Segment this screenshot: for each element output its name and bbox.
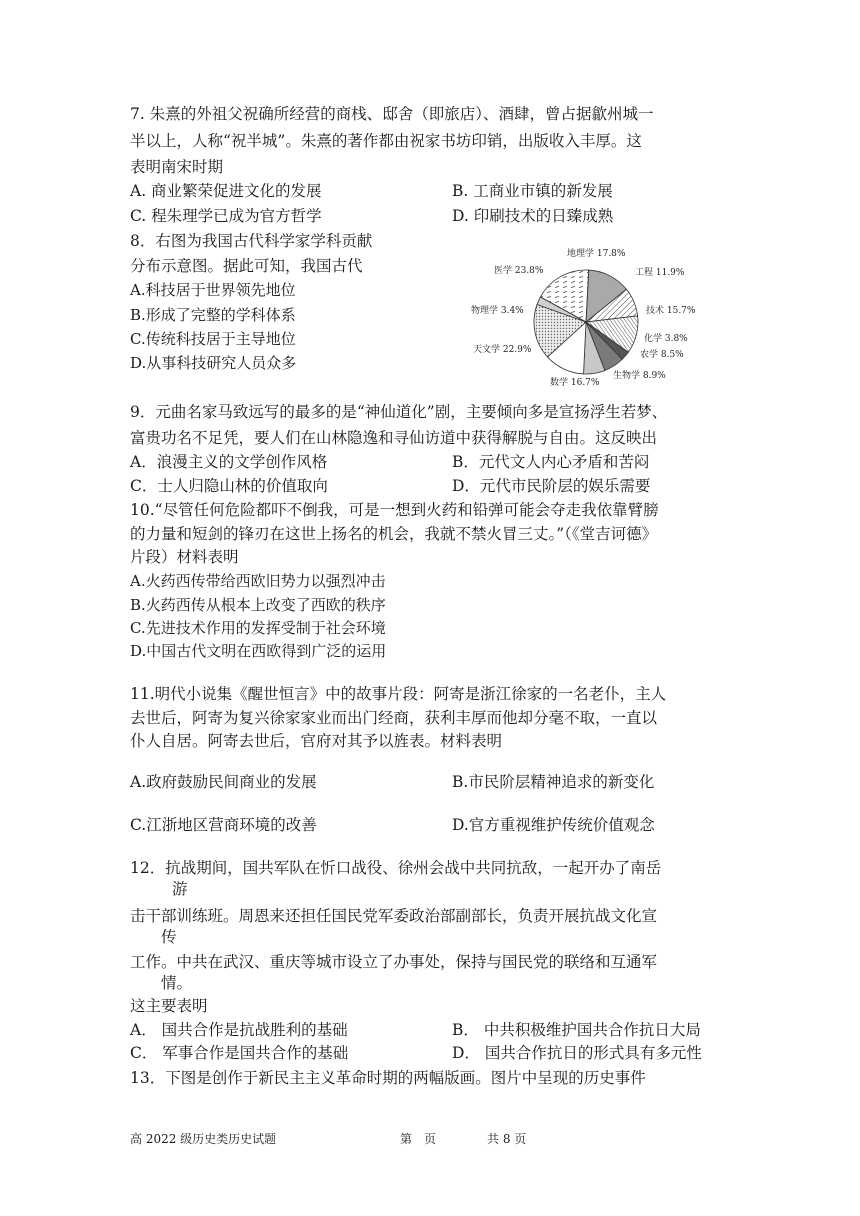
q9-stem-line-2: 富贵功名不足凭，要人们在山林隐逸和寻仙访道中获得解脱与自由。这反映出: [130, 429, 658, 447]
q11-option-a: A.政府鼓励民间商业的发展: [130, 773, 317, 791]
q12-stem-line-1: 12．抗战期间，国共军队在忻口战役、徐州会战中共同抗敌，一起开办了南岳: [130, 859, 662, 877]
q9-option-d: D．元代市民阶层的娱乐需要: [452, 477, 651, 495]
q10-stem-line-1: 10.“尽管任何危险都吓不倒我，可是一想到火药和铅弹可能会夺走我依靠臂膀: [130, 501, 659, 519]
q13-stem-line-1: 13．下图是创作于新民主主义革命时期的两幅版画。图片中呈现的历史事件: [130, 1069, 646, 1087]
pie-label-5: 农学 8.5%: [640, 350, 684, 360]
q9-option-c: C．士人归隐山林的价值取向: [130, 477, 328, 495]
discipline-pie-chart: [466, 240, 726, 390]
q11-option-b: B.市民阶层精神追求的新变化: [452, 773, 655, 791]
q11-stem-line-3: 仆人自居。阿寄去世后，官府对其予以旌表。材料表明: [130, 732, 503, 750]
footer-page-label: 第 页: [400, 1132, 437, 1146]
q10-option-a: A.火药西传带给西欧旧势力以强烈冲击: [130, 572, 386, 590]
q12-stem-line-5: 工作。中共在武汉、重庆等城市设立了办事处，保持与国民党的联络和互通军: [130, 953, 658, 971]
q7-option-b: B. 工商业市镇的新发展: [452, 182, 613, 200]
q12-stem-line-3: 击干部训练班。周恩来还担任国民党军委政治部副部长，负责开展抗战文化宣: [130, 907, 658, 925]
q8-option-c: C.传统科技居于主导地位: [130, 330, 296, 348]
q12-stem-line-6: 情。: [161, 974, 193, 992]
q7-option-a: A. 商业繁荣促进文化的发展: [130, 182, 322, 200]
q12-option-c: C． 军事合作是国共合作的基础: [130, 1044, 349, 1062]
q8-option-d: D.从事科技研究人员众多: [130, 354, 297, 372]
q11-stem-line-2: 去世后，阿寄为复兴徐家家业而出门经商，获利丰厚而他却分毫不取，一直以: [130, 709, 658, 727]
q12-stem-line-2: 游: [172, 880, 188, 898]
q12-option-d: D． 国共合作抗日的形式具有多元性: [452, 1044, 702, 1062]
pie-label-1: 地理学 17.8%: [567, 249, 626, 259]
pie-label-10: 医学 23.8%: [494, 266, 544, 276]
q11-stem-line-1: 11.明代小说集《醒世恒言》中的故事片段：阿寄是浙江徐家的一名老仆，主人: [130, 685, 667, 703]
q12-stem-line-7: 这主要表明: [130, 997, 208, 1015]
q10-stem-line-2: 的力量和短剑的锋刃在这世上扬名的机会，我就不禁火冒三丈。”（《堂吉诃德》: [130, 525, 658, 543]
footer-total-pages: 共 8 页: [487, 1132, 527, 1146]
q12-option-b: B． 中共积极维护国共合作抗日大局: [452, 1021, 701, 1039]
q7-stem-line-2: 半以上，人称“祝半城”。朱熹的著作都由祝家书坊印销，出版收入丰厚。这: [130, 132, 642, 150]
pie-label-6: 生物学 8.9%: [613, 371, 666, 381]
pie-label-8: 天文学 22.9%: [473, 345, 532, 355]
q7-option-c: C. 程朱理学已成为官方哲学: [130, 207, 322, 225]
pie-label-4: 化学 3.8%: [644, 334, 688, 344]
q9-option-a: A．浪漫主义的文学创作风格: [130, 453, 328, 471]
q7-stem-line-1: 7. 朱熹的外祖父祝确所经营的商栈、邸舍（即旅店）、酒肆，曾占据歙州城一: [130, 105, 654, 123]
q8-stem-line-1: 8．右图为我国古代科学家学科贡献: [130, 232, 373, 250]
pie-label-7: 数学 16.7%: [550, 378, 600, 388]
q7-option-d: D. 印刷技术的日臻成熟: [452, 207, 614, 225]
pie-label-2: 工程 11.9%: [635, 268, 685, 278]
q10-option-b: B.火药西传从根本上改变了西欧的秩序: [130, 596, 386, 614]
q12-stem-line-4: 传: [161, 928, 177, 946]
q8-option-a: A.科技居于世界领先地位: [130, 281, 296, 299]
pie-label-3: 技术 15.7%: [646, 306, 696, 316]
q10-option-d: D.中国古代文明在西欧得到广泛的运用: [130, 642, 387, 660]
q8-option-b: B.形成了完整的学科体系: [130, 306, 296, 324]
q10-option-c: C.先进技术作用的发挥受制于社会环境: [130, 619, 386, 637]
q11-option-c: C.江浙地区营商环境的改善: [130, 816, 317, 834]
q10-stem-line-3: 片段）材料表明: [130, 548, 239, 566]
q12-option-a: A． 国共合作是抗战胜利的基础: [130, 1021, 348, 1039]
q9-stem-line-1: 9．元曲名家马致远写的最多的是“神仙道化”剧，主要倾向多是宣扬浮生若梦、: [130, 403, 668, 421]
q11-option-d: D.官方重视维护传统价值观念: [452, 816, 655, 834]
q9-option-b: B．元代文人内心矛盾和苦闷: [452, 453, 650, 471]
q8-stem-line-2: 分布示意图。据此可知，我国古代: [130, 257, 363, 275]
q7-stem-line-3: 表明南宋时期: [130, 158, 224, 176]
pie-label-9: 物理学 3.4%: [471, 306, 524, 316]
footer-exam-title: 高 2022 级历史类历史试题: [130, 1132, 277, 1146]
